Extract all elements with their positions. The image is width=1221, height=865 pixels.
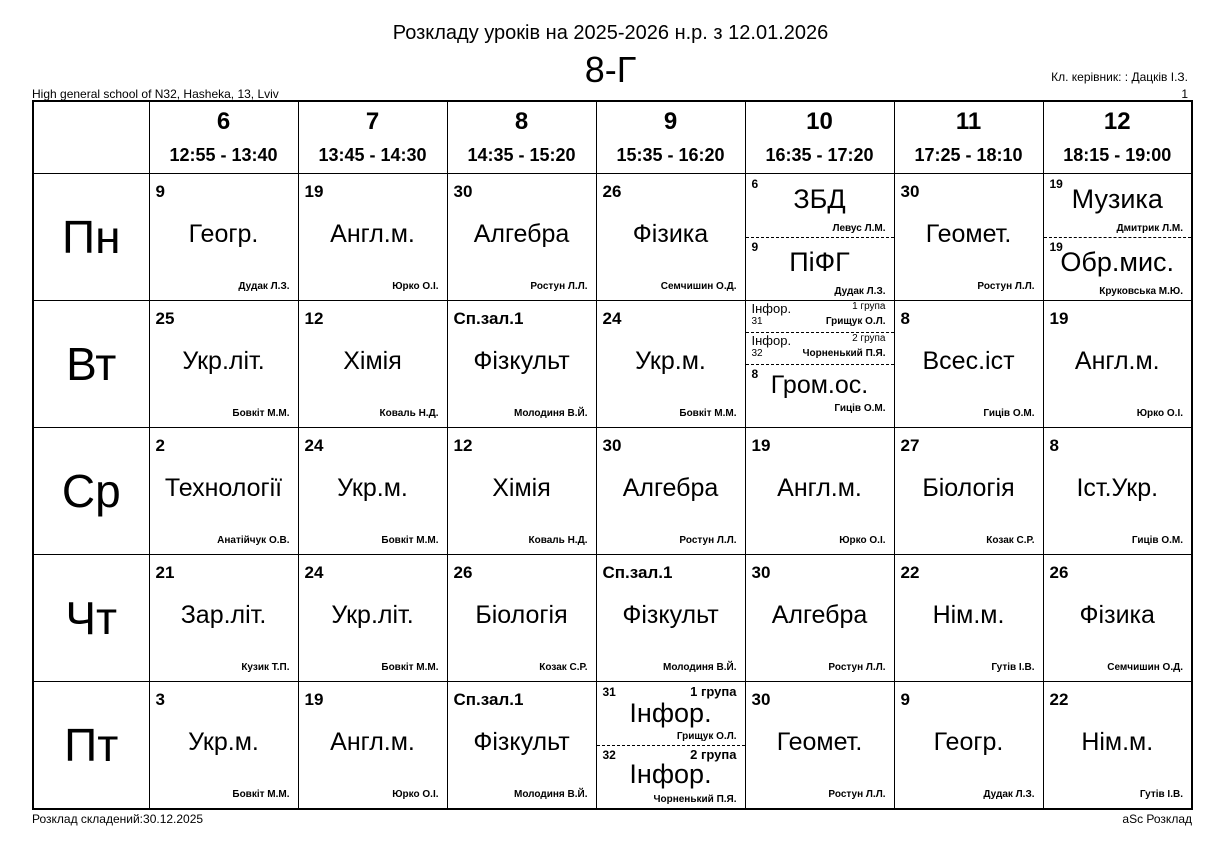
lesson-cell bbox=[1043, 682, 1192, 810]
timetable bbox=[32, 100, 1193, 810]
subject-name: Англ.м. bbox=[777, 474, 862, 502]
room-number: 19 bbox=[1049, 309, 1069, 328]
subject-name: Всес.іст bbox=[922, 347, 1015, 375]
period-time: 13:45 - 14:30 bbox=[318, 145, 427, 165]
teacher-name: Семчишин О.Д. bbox=[660, 281, 737, 292]
teacher-name: Ростун Л.Л. bbox=[828, 662, 886, 673]
teacher-name: Юрко О.І. bbox=[392, 281, 439, 292]
lesson-cell bbox=[447, 555, 596, 682]
room-number: 26 bbox=[1049, 563, 1069, 582]
lesson-cell bbox=[298, 555, 447, 682]
subject-name: Фізика bbox=[632, 220, 709, 248]
lesson-cell-triple bbox=[745, 301, 894, 428]
subject-name: Алгебра bbox=[771, 601, 868, 629]
teacher-name: Юрко О.І. bbox=[1136, 408, 1183, 419]
teacher-name: Коваль Н.Д. bbox=[528, 535, 588, 546]
teacher-name: Чорненький П.Я. bbox=[802, 348, 886, 359]
teacher-name: Бовкіт М.М. bbox=[232, 789, 290, 800]
lesson-half bbox=[597, 745, 745, 808]
period-time: 14:35 - 15:20 bbox=[467, 145, 576, 165]
lesson-cell bbox=[149, 174, 298, 301]
room-number: 6 bbox=[751, 177, 759, 191]
period-number: 11 bbox=[955, 108, 982, 135]
teacher-name: Кузик Т.П. bbox=[241, 662, 290, 673]
subject-name: ПіФГ bbox=[789, 247, 850, 277]
subject-name: Нім.м. bbox=[1081, 728, 1154, 756]
period-header bbox=[298, 101, 447, 174]
period-number: 12 bbox=[1103, 108, 1131, 135]
teacher-name: Гицiв О.М. bbox=[983, 408, 1035, 419]
room-number: 24 bbox=[304, 436, 324, 455]
room-number: 31 bbox=[602, 685, 616, 699]
subject-name: Англ.м. bbox=[330, 728, 415, 756]
day-name: Пн bbox=[33, 174, 149, 301]
lesson-half bbox=[746, 237, 894, 300]
lesson-cell bbox=[447, 682, 596, 810]
day-name: Вт bbox=[33, 301, 149, 428]
lesson-cell bbox=[149, 301, 298, 428]
room-number: 31 bbox=[751, 316, 763, 327]
class-name: 8-Г bbox=[584, 49, 637, 90]
teacher-name: Козак С.Р. bbox=[986, 535, 1035, 546]
subject-name: Фізкульт bbox=[473, 728, 570, 756]
teacher-name: Чорненький П.Я. bbox=[653, 794, 737, 805]
teacher-name: Левус Л.М. bbox=[832, 223, 886, 234]
subject-name: Фізкульт bbox=[473, 347, 570, 375]
lesson-half bbox=[1044, 174, 1192, 238]
day-name: Ср bbox=[33, 428, 149, 555]
software-name: aSc Розклад bbox=[1122, 812, 1192, 826]
period-header bbox=[596, 101, 745, 174]
teacher-name: Ростун Л.Л. bbox=[679, 535, 737, 546]
period-number: 6 bbox=[216, 108, 231, 135]
subject-name: Інфор. bbox=[751, 301, 792, 316]
room-number: 19 bbox=[304, 182, 324, 201]
lesson-group-2 bbox=[746, 333, 894, 365]
subject-name: Англ.м. bbox=[1074, 347, 1160, 375]
teacher-name: Ростун Л.Л. bbox=[977, 281, 1035, 292]
room-number: 8 bbox=[900, 309, 910, 328]
subject-name: Геогр. bbox=[933, 728, 1004, 756]
teacher-name: Грищук О.Л. bbox=[825, 316, 886, 327]
day-row-mon bbox=[33, 174, 1192, 301]
subject-name: Геомет. bbox=[776, 728, 863, 756]
period-time: 12:55 - 13:40 bbox=[169, 145, 278, 165]
period-number: 9 bbox=[663, 108, 678, 135]
lesson-cell bbox=[894, 428, 1043, 555]
lesson-cell bbox=[298, 301, 447, 428]
teacher-name: Юрко О.І. bbox=[392, 789, 439, 800]
lesson-cell bbox=[745, 555, 894, 682]
teacher-name: Анатійчук О.В. bbox=[217, 535, 290, 546]
subject-name: Технології bbox=[164, 474, 283, 502]
period-number: 8 bbox=[514, 108, 529, 135]
period-header bbox=[447, 101, 596, 174]
teacher-name: Юрко О.І. bbox=[839, 535, 886, 546]
teacher-name: Бовкіт М.М. bbox=[381, 535, 439, 546]
lesson-cell bbox=[149, 428, 298, 555]
subject-name: Фізкульт bbox=[622, 601, 719, 629]
room-number: 30 bbox=[900, 182, 920, 201]
period-number: 10 bbox=[806, 108, 833, 135]
lesson-cell bbox=[447, 428, 596, 555]
room-number: 19 bbox=[1049, 240, 1063, 254]
lesson-half bbox=[746, 174, 894, 238]
room-number: 12 bbox=[453, 436, 473, 455]
corner-cell bbox=[33, 101, 149, 174]
room-number: 26 bbox=[453, 563, 473, 582]
teacher-name: Гутів І.В. bbox=[991, 662, 1035, 673]
teacher-name: Ростун Л.Л. bbox=[828, 789, 886, 800]
period-time: 15:35 - 16:20 bbox=[616, 145, 725, 165]
room-number: 24 bbox=[602, 309, 622, 328]
teacher-name: Гицiв О.М. bbox=[834, 403, 886, 414]
subject-name: Гром.ос. bbox=[770, 371, 869, 399]
teacher-name: Гицiв О.М. bbox=[1131, 535, 1183, 546]
day-row-wed bbox=[33, 428, 1192, 555]
subject-name: Іст.Укр. bbox=[1076, 474, 1159, 502]
subject-name: Зар.літ. bbox=[180, 601, 267, 629]
room-number: 9 bbox=[751, 240, 759, 254]
subject-name: Укр.м. bbox=[188, 728, 259, 756]
teacher-name: Бовкіт М.М. bbox=[381, 662, 439, 673]
class-teacher: Кл. керівник: : Дацків І.З. bbox=[1051, 70, 1188, 84]
period-header bbox=[894, 101, 1043, 174]
period-header bbox=[1043, 101, 1192, 174]
lesson-cell bbox=[1043, 428, 1192, 555]
room-number: 3 bbox=[155, 690, 165, 709]
teacher-name: Гутів І.В. bbox=[1139, 789, 1183, 800]
room-number: 9 bbox=[900, 690, 910, 709]
teacher-name: Бовкіт М.М. bbox=[232, 408, 290, 419]
subject-name: Англ.м. bbox=[330, 220, 415, 248]
teacher-name: Козак С.Р. bbox=[539, 662, 588, 673]
page-number: 1 bbox=[1181, 87, 1188, 101]
lesson-cell bbox=[596, 555, 745, 682]
subject-name: Укр.літ. bbox=[331, 601, 414, 629]
lesson-cell bbox=[596, 301, 745, 428]
room-number: 32 bbox=[751, 348, 763, 359]
lesson-cell bbox=[298, 682, 447, 810]
lesson-cell bbox=[894, 301, 1043, 428]
room-number: 24 bbox=[304, 563, 324, 582]
subject-name: Хімія bbox=[492, 474, 551, 502]
room-number: Сп.зал.1 bbox=[453, 690, 524, 709]
lesson-cell bbox=[1043, 301, 1192, 428]
room-number: Сп.зал.1 bbox=[453, 309, 524, 328]
room-number: 21 bbox=[155, 563, 175, 582]
period-number: 7 bbox=[365, 108, 380, 135]
lesson-cell-split bbox=[596, 682, 745, 810]
lesson-cell bbox=[745, 682, 894, 810]
lesson-cell bbox=[894, 174, 1043, 301]
day-name: Чт bbox=[33, 555, 149, 682]
lesson-cell bbox=[894, 555, 1043, 682]
teacher-name: Молодиня В.Й. bbox=[513, 789, 588, 800]
period-time: 16:35 - 17:20 bbox=[765, 145, 874, 165]
subject-name: ЗБД bbox=[793, 184, 846, 214]
lesson-cell bbox=[894, 682, 1043, 810]
subject-name: Укр.м. bbox=[337, 474, 408, 502]
teacher-name: Грищук О.Л. bbox=[676, 731, 737, 742]
teacher-name: Дмитрик Л.М. bbox=[1116, 223, 1183, 234]
lesson-third bbox=[746, 365, 894, 427]
room-number: 30 bbox=[453, 182, 473, 201]
subject-name: Геогр. bbox=[188, 220, 259, 248]
subject-name: Алгебра bbox=[473, 220, 570, 248]
lesson-cell bbox=[745, 428, 894, 555]
teacher-name: Коваль Н.Д. bbox=[379, 408, 439, 419]
group-label: 2 група bbox=[852, 333, 886, 344]
lesson-cell-split bbox=[745, 174, 894, 301]
lesson-cell-split bbox=[1043, 174, 1192, 301]
subject-name: Біологія bbox=[475, 601, 568, 629]
lesson-cell bbox=[1043, 555, 1192, 682]
room-number: 2 bbox=[155, 436, 165, 455]
teacher-name: Круковська М.Ю. bbox=[1099, 286, 1183, 297]
room-number: 32 bbox=[602, 748, 616, 762]
subject-name: Фізика bbox=[1079, 601, 1155, 629]
subject-name: Обр.мис. bbox=[1060, 247, 1175, 277]
school-name: High general school of N32, Hasheka, 13, Lviv bbox=[32, 87, 279, 101]
room-number: 30 bbox=[751, 690, 771, 709]
room-number: 26 bbox=[602, 182, 622, 201]
subject-name: Укр.м. bbox=[635, 347, 706, 375]
period-header-row bbox=[33, 101, 1192, 174]
teacher-name: Семчишин О.Д. bbox=[1107, 662, 1183, 673]
teacher-name: Молодиня В.Й. bbox=[662, 662, 737, 673]
room-number: 30 bbox=[602, 436, 622, 455]
lesson-half bbox=[597, 682, 745, 746]
group-label: 1 група bbox=[852, 301, 886, 312]
room-number: 22 bbox=[1049, 690, 1069, 709]
room-number: 19 bbox=[751, 436, 771, 455]
room-number: 8 bbox=[751, 367, 759, 381]
teacher-name: Ростун Л.Л. bbox=[530, 281, 588, 292]
teacher-name: Дудак Л.З. bbox=[983, 789, 1035, 800]
subject-name: Укр.літ. bbox=[182, 347, 265, 375]
subject-name: Інфор. bbox=[629, 759, 712, 789]
room-number: 12 bbox=[304, 309, 324, 328]
teacher-name: Дудак Л.З. bbox=[238, 281, 290, 292]
lesson-cell bbox=[447, 174, 596, 301]
period-time: 18:15 - 19:00 bbox=[1063, 145, 1172, 165]
room-number: 9 bbox=[155, 182, 165, 201]
subject-name: Геомет. bbox=[925, 220, 1012, 248]
teacher-name: Бовкіт М.М. bbox=[679, 408, 737, 419]
lesson-cell bbox=[298, 428, 447, 555]
page-title: Розкладу уроків на 2025-2026 н.р. з 12.01.2026 bbox=[392, 22, 829, 44]
subject-name: Хімія bbox=[343, 347, 402, 375]
room-number: 19 bbox=[304, 690, 324, 709]
teacher-name: Дудак Л.З. bbox=[834, 286, 886, 297]
group-label: 1 група bbox=[690, 684, 737, 699]
period-header bbox=[745, 101, 894, 174]
teacher-name: Молодиня В.Й. bbox=[513, 408, 588, 419]
room-number: Сп.зал.1 bbox=[602, 563, 673, 582]
period-header bbox=[149, 101, 298, 174]
room-number: 25 bbox=[155, 309, 175, 328]
day-row-fri bbox=[33, 682, 1192, 810]
day-row-tue bbox=[33, 301, 1192, 428]
subject-name: Алгебра bbox=[622, 474, 719, 502]
subject-name: Інфор. bbox=[629, 698, 712, 728]
room-number: 8 bbox=[1049, 436, 1059, 455]
subject-name: Музика bbox=[1071, 184, 1163, 214]
room-number: 19 bbox=[1049, 177, 1063, 191]
lesson-cell bbox=[596, 174, 745, 301]
subject-name: Інфор. bbox=[751, 333, 792, 348]
lesson-cell bbox=[149, 555, 298, 682]
room-number: 30 bbox=[751, 563, 771, 582]
group-label: 2 група bbox=[690, 747, 737, 762]
period-time: 17:25 - 18:10 bbox=[914, 145, 1023, 165]
lesson-cell bbox=[298, 174, 447, 301]
created-date: Розклад складений:30.12.2025 bbox=[32, 812, 204, 826]
day-name: Пт bbox=[33, 682, 149, 810]
day-row-thu bbox=[33, 555, 1192, 682]
room-number: 22 bbox=[900, 563, 920, 582]
subject-name: Біологія bbox=[922, 474, 1015, 502]
subject-name: Нім.м. bbox=[932, 601, 1005, 629]
room-number: 27 bbox=[900, 436, 920, 455]
lesson-group-1 bbox=[746, 301, 894, 333]
lesson-cell bbox=[596, 428, 745, 555]
lesson-cell bbox=[149, 682, 298, 810]
lesson-cell bbox=[447, 301, 596, 428]
lesson-half bbox=[1044, 237, 1192, 300]
